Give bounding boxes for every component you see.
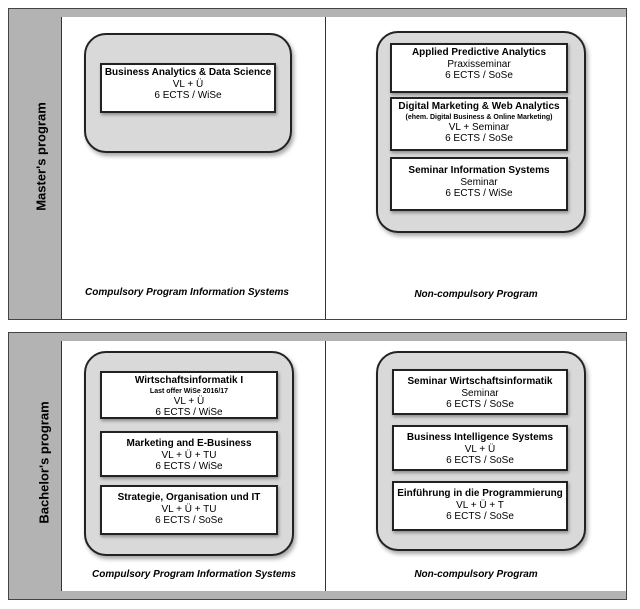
bachelors-compulsory-group	[84, 351, 294, 556]
course-title: Applied Predictive Analytics	[411, 47, 547, 58]
bachelors-noncompulsory-caption: Non-compulsory Program	[414, 569, 538, 580]
course-title: Business Intelligence Systems	[406, 432, 554, 443]
course-format: VL + Ü	[172, 78, 204, 90]
course-seminar-information-systems	[390, 157, 568, 211]
bachelors-compulsory-caption: Compulsory Program Information Systems	[92, 569, 296, 580]
course-format: VL + Ü + T	[456, 499, 504, 511]
course-format: Seminar	[460, 176, 498, 188]
course-credits: 6 ECTS / WiSe	[155, 407, 223, 418]
course-title: Seminar Wirtschaftsinformatik	[407, 376, 553, 387]
course-business-intelligence-systems	[392, 425, 568, 471]
course-strategie-organisation-it	[100, 485, 278, 535]
masters-noncompulsory-area	[326, 17, 626, 319]
masters-panel	[8, 8, 627, 320]
bachelors-program-label: Bachelor's program	[36, 401, 52, 524]
course-title: Einführung in die Programmierung	[397, 488, 563, 499]
masters-compulsory-area	[61, 17, 326, 319]
course-title: Marketing and E-Business	[126, 438, 252, 449]
course-credits: 6 ECTS / WiSe	[155, 461, 223, 472]
course-credits: 6 ECTS / WiSe	[445, 188, 513, 199]
course-credits: 6 ECTS / SoSe	[445, 133, 513, 144]
course-format: Praxisseminar	[447, 58, 511, 70]
course-einfuehrung-programmierung	[392, 481, 568, 531]
course-applied-predictive-analytics	[390, 43, 568, 93]
course-format: VL + Ü	[464, 443, 496, 455]
course-format: VL + Ü	[173, 395, 205, 407]
masters-program-label: Master's program	[33, 102, 49, 211]
course-title: Digital Marketing & Web Analytics	[398, 101, 560, 112]
course-credits: 6 ECTS / SoSe	[445, 70, 513, 81]
bachelors-noncompulsory-group	[376, 351, 586, 551]
masters-compulsory-caption: Compulsory Program Information Systems	[85, 287, 289, 298]
course-seminar-wirtschaftsinformatik	[392, 369, 568, 415]
course-note: (ehem. Digital Business & Online Marketing)	[405, 113, 553, 121]
course-title: Seminar Information Systems	[408, 165, 550, 176]
course-title: Business Analytics & Data Science	[104, 67, 272, 78]
masters-noncompulsory-group	[376, 31, 586, 233]
bachelors-compulsory-area	[61, 341, 326, 591]
course-business-analytics	[100, 63, 276, 113]
course-format: VL + Seminar	[448, 121, 510, 133]
masters-noncompulsory-caption: Non-compulsory Program	[414, 289, 538, 300]
course-format: VL + Ü + TU	[161, 503, 217, 515]
course-wirtschaftsinformatik-1	[100, 371, 278, 419]
bachelors-panel	[8, 332, 627, 600]
course-credits: 6 ECTS / SoSe	[155, 515, 223, 526]
masters-compulsory-group	[84, 33, 292, 153]
course-title: Strategie, Organisation und IT	[117, 492, 261, 503]
course-format: Seminar	[461, 387, 499, 399]
course-title: Wirtschaftsinformatik I	[134, 375, 244, 386]
course-credits: 6 ECTS / SoSe	[446, 455, 514, 466]
bachelors-noncompulsory-area	[326, 341, 626, 591]
course-credits: 6 ECTS / SoSe	[446, 511, 514, 522]
course-format: VL + Ü + TU	[161, 449, 217, 461]
course-credits: 6 ECTS / SoSe	[446, 399, 514, 410]
course-credits: 6 ECTS / WiSe	[154, 90, 222, 101]
course-digital-marketing	[390, 97, 568, 151]
course-marketing-e-business	[100, 431, 278, 477]
course-note: Last offer WiSe 2016/17	[149, 387, 229, 395]
